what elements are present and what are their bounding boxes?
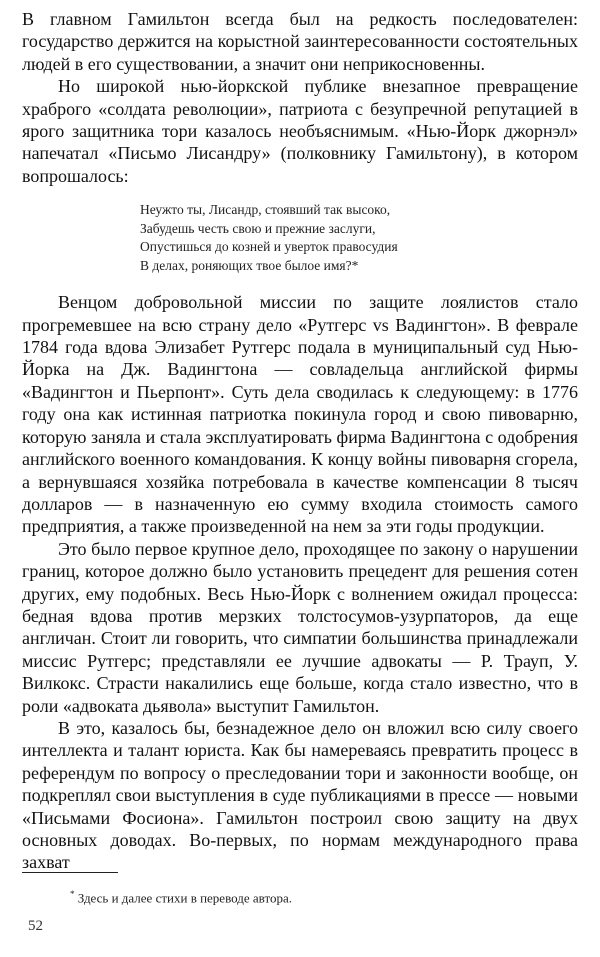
paragraph-2: Но широкой нью-йоркской публике внезапное превращение храброго «солдата революции», патриота с безупречной репутацией в ярого защитника тори казалось необъяснимым. «Нью-Йорк джорнэл» напечатал «Письмо Лисандру» (полковнику Гамильтону), в котором вопрошалось: [22,76,578,186]
poem-line: Опустишься до козней и уверток правосудия [140,239,398,255]
poem-line: В делах, роняющих твое былое имя?* [140,257,359,273]
page-body [22,8,578,874]
footnote-text: Здесь и далее стихи в переводе автора. [77,890,293,906]
paragraph-3: Венцом добровольной миссии по защите лоялистов стало прогремевшее на всю страну дело «Рутгерс vs Вадингтон». В феврале 1784 года вдова Элизабет Рутгерс подала в муниципальный суд Нью-Йорка на Дж. Вадингтона — совладельца английской фирмы «Вадингтон и Пьерпонт». Суть дела сводилась к следующему: в 1776 году она как истинная патриотка покинула город и свою пивоварню, которую заняла и стала эксплуатировать фирма Вадингтона с одобрения английского военного командования. К концу войны пивоварня сгорела, а вернувшаяся хозяйка потребовала в качестве компенсации 8 тысяч долларов — в назначенную ею сумму входила стоимость самого предприятия, а также произведенной на нем за эти годы продукции. [22,292,578,537]
footnote [70,886,292,906]
page-number: 52 [28,918,43,934]
poem-line: Забудешь честь свою и прежние заслуги, [140,220,376,236]
paragraph-4: Это было первое крупное дело, проходящее по закону о нарушении границ, которое должно было установить прецедент для решения сотен других, ему подобных. Весь Нью-Йорк с волнением ожидал процесса: бедная вдова против мерзких толстосумов-узурпаторов, да еще англичан. Стоит ли говорить, что симпатии большинства принадлежали миссис Рутгерс; представляли ее лучшие адвокаты — Р. Трауп, У. Вилкокс. Страсти накалились еще больше, когда стало известно, что в роли «адвоката дьявола» выступит Гамильтон. [22,538,578,716]
poem-line: Неужто ты, Лисандр, стоявший так высоко, [140,202,391,218]
paragraph-5: В это, казалось бы, безнадежное дело он вложил всю силу своего интеллекта и талант юриста. Как бы намереваясь превратить процесс в референдум по вопросу о преследовании тори и законности вообще, он подкреплял свои выступления в суде публикациями в прессе — новыми «Письмами Фосиона». Гамильтон построил свою защиту на двух основных доводах. Во-первых, по нормам международного права захват [22,717,578,873]
footnote-divider [22,872,118,873]
paragraph-1: В главном Гамильтон всегда был на редкость последователен: государство держится на корыстной заинтересованности состоятельных людей в его существовании, а значит они неприкосновенны. [22,9,578,74]
footnote-marker: * [70,889,75,899]
poem-epigraph [140,201,578,275]
